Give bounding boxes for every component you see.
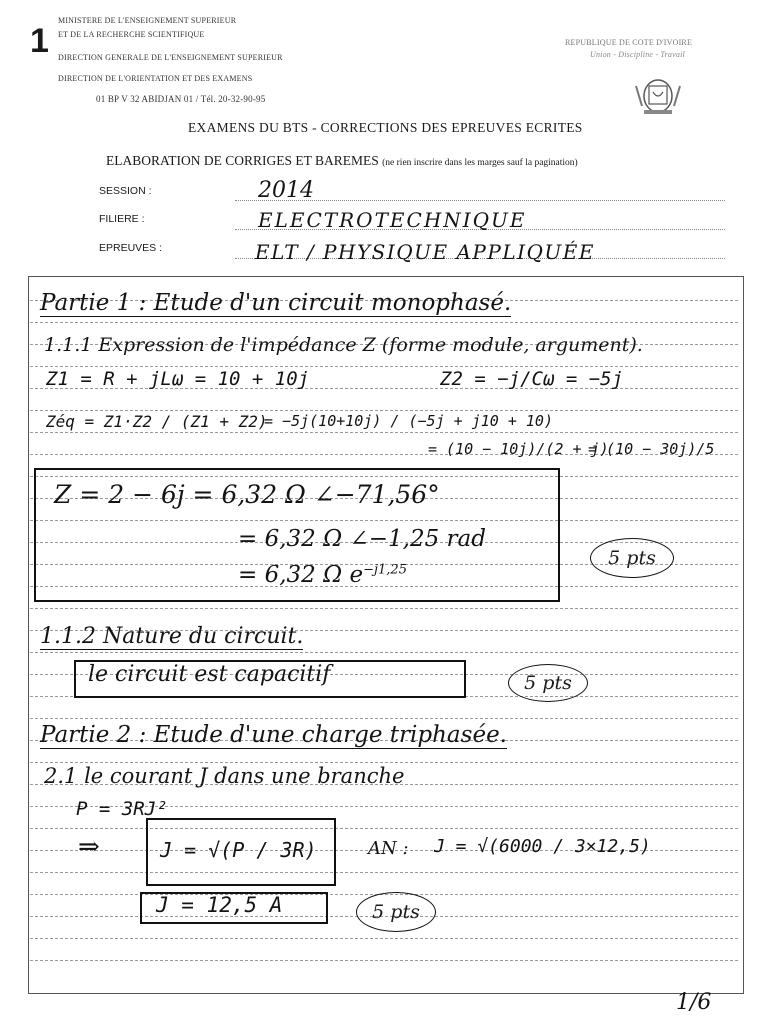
coat-of-arms-icon	[630, 72, 686, 116]
session-value: 2014	[258, 178, 314, 203]
ruled-line	[30, 366, 738, 367]
ruled-line	[30, 872, 738, 873]
ministry-line-2: ET DE LA RECHERCHE SCIENTIFIQUE	[58, 30, 205, 39]
session-label: SESSION :	[99, 185, 152, 197]
ruled-line	[30, 762, 738, 763]
ruled-line	[30, 410, 738, 411]
page-mark: 1	[30, 22, 49, 60]
filiere-label: FILIERE :	[99, 213, 145, 225]
motto: Union - Discipline - Travail	[590, 50, 685, 59]
question-1-1-1: 1.1.1 Expression de l'impédance Z (forme module, argument).	[44, 334, 643, 356]
margin-note: (ne rien inscrire dans les marges sauf la pagination)	[382, 158, 578, 168]
impedance-result-1: Z = 2 − 6j = 6,32 Ω ∠−71,56°	[54, 480, 440, 509]
sub-title	[106, 153, 578, 169]
epreuves-label: EPREUVES :	[99, 242, 163, 254]
republic: REPUBLIQUE DE COTE D'IVOIRE	[565, 38, 693, 47]
ruled-line	[30, 608, 738, 609]
main-title: EXAMENS DU BTS - CORRECTIONS DES EPREUVES ECRITES	[188, 120, 583, 135]
filiere-value: ELECTROTECHNIQUE	[258, 208, 527, 232]
question-1-1-2: 1.1.2 Nature du circuit.	[40, 624, 304, 649]
epreuves-value: ELT / PHYSIQUE APPLIQUÉE	[255, 240, 595, 264]
an-label: AN :	[368, 838, 409, 859]
ruled-line	[30, 322, 738, 323]
impedance-result-2: = 6,32 Ω ∠−1,25 rad	[238, 526, 486, 552]
nature-result: le circuit est capacitif	[88, 662, 331, 687]
score-badge-2: 5 pts	[508, 664, 588, 702]
power-formula: P = 3RJ²	[76, 798, 168, 820]
partie-1-heading: Partie 1 : Etude d'un circuit monophasé.	[40, 290, 512, 316]
page-number: 1/6	[676, 990, 712, 1015]
ruled-line	[30, 960, 738, 961]
z2-expression: Z2 = −j/Cω = −5j	[440, 368, 624, 390]
direction-orientation: DIRECTION DE L'ORIENTATION ET DES EXAMENS	[58, 74, 253, 83]
zeq-step-3: = (10 − 30j)/5	[588, 440, 715, 458]
impedance-result-3	[238, 562, 407, 588]
zeq-step-1: = −5j(10+10j) / (−5j + j10 + 10)	[264, 412, 553, 430]
ruled-line	[30, 652, 738, 653]
ruled-line	[30, 938, 738, 939]
ruled-line	[30, 718, 738, 719]
implies-arrow: ⇒	[78, 832, 100, 862]
partie-2-heading: Partie 2 : Etude d'une charge triphasée.	[40, 722, 507, 748]
an-formula: J = √(6000 / 3×12,5)	[434, 836, 651, 857]
score-badge-3: 5 pts	[356, 892, 436, 932]
question-2-1: 2.1 le courant J dans une branche	[44, 764, 405, 788]
impedance-result-3-exponent: −j1,25	[363, 562, 407, 578]
z1-expression: Z1 = R + jLω = 10 + 10j	[46, 368, 310, 390]
score-badge-1: 5 pts	[590, 538, 674, 578]
ruled-line	[30, 828, 738, 829]
ministry-line-1: MINISTERE DE L'ENSEIGNEMENT SUPERIEUR	[58, 16, 237, 25]
sub-title-text: ELABORATION DE CORRIGES ET BAREMES	[106, 153, 379, 168]
ruled-line	[30, 432, 738, 433]
zeq-formula: Zéq = Z1·Z2 / (Z1 + Z2)	[46, 412, 268, 431]
current-result: J = 12,5 A	[156, 893, 283, 917]
current-formula: J = √(P / 3R)	[160, 838, 317, 862]
direction-general: DIRECTION GENERALE DE L'ENSEIGNEMENT SUPERIEUR	[58, 53, 283, 62]
impedance-result-3-base: = 6,32 Ω e	[238, 562, 364, 588]
address: 01 BP V 32 ABIDJAN 01 / Tél. 20-32-90-95	[96, 94, 266, 104]
zeq-step-2: = (10 − 10j)/(2 + j)	[428, 440, 609, 458]
